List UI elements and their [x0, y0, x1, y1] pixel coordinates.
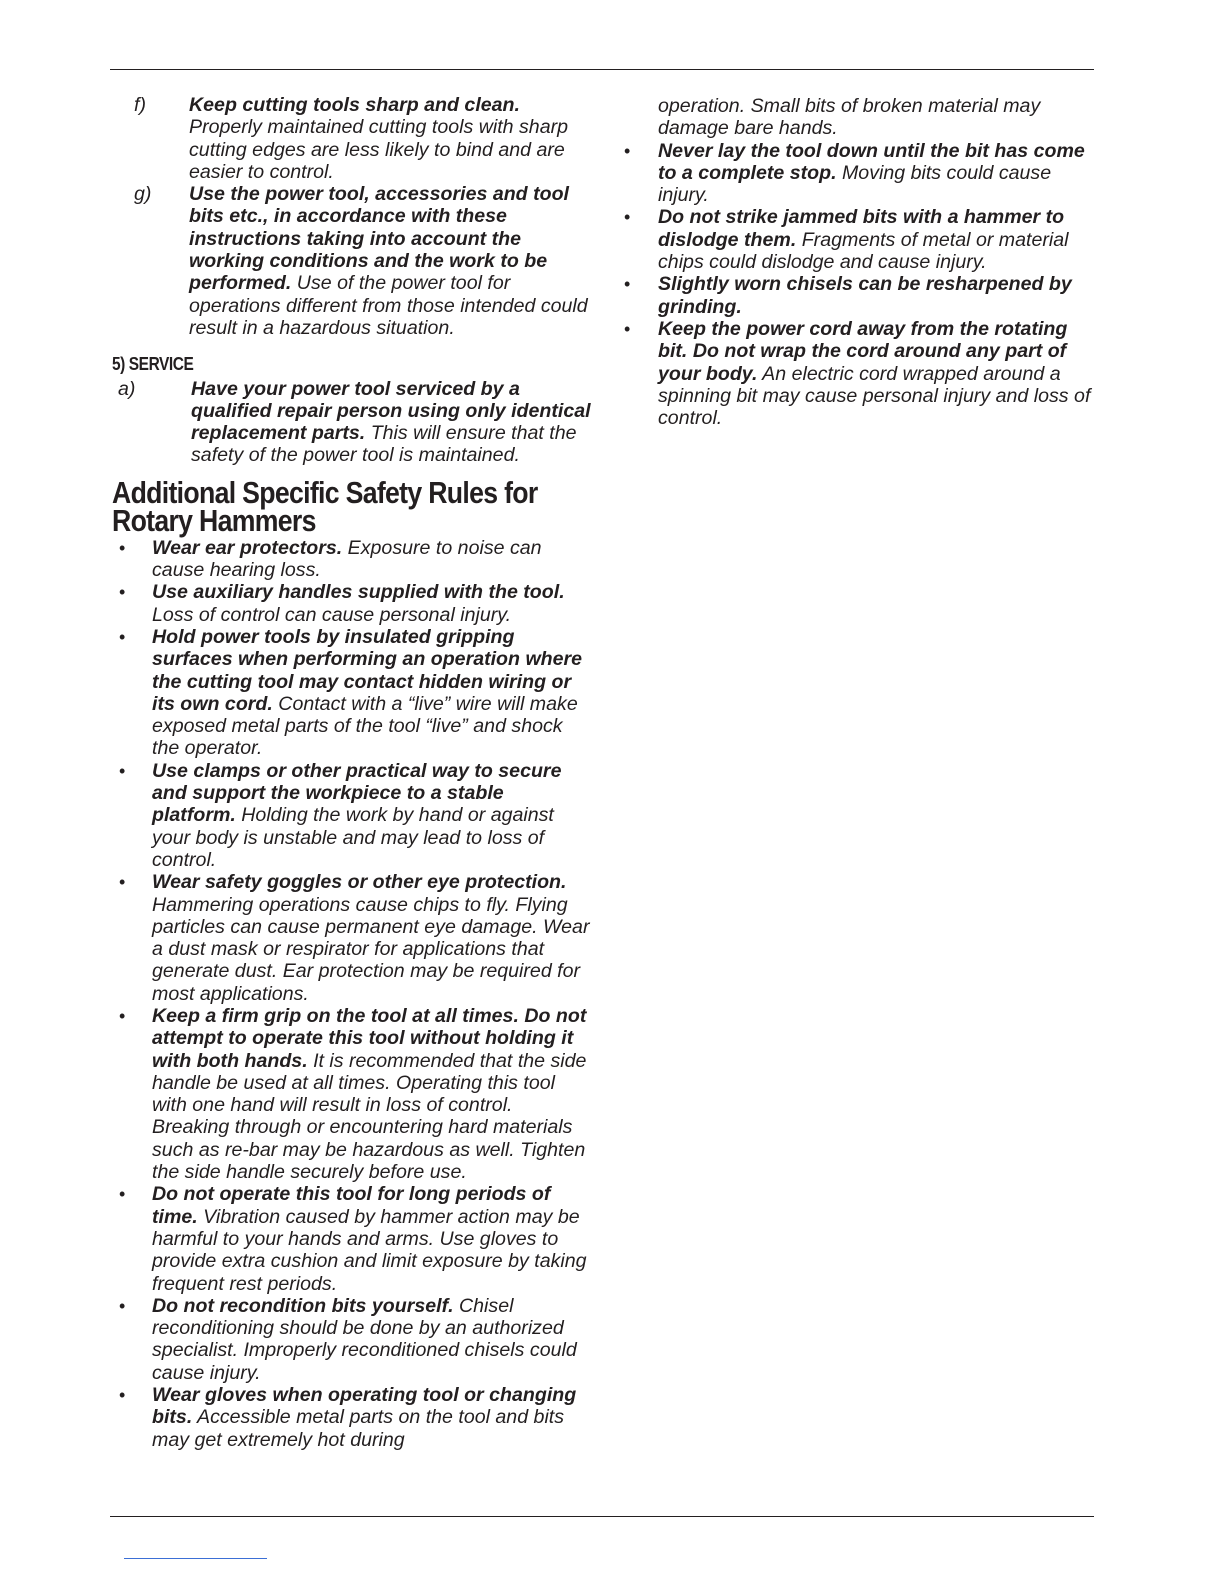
footer-link-underline: [124, 1558, 267, 1559]
bullet-clamps: [112, 760, 592, 871]
bullet-emphasis: Wear safety goggles or other eye protection.: [152, 871, 567, 894]
continuation-paragraph: [622, 95, 1092, 140]
bullet-power-cord: [622, 318, 1092, 429]
continuation-text: operation. Small bits of broken material may damage bare hands.: [658, 95, 1041, 140]
item-body: Properly maintained cutting tools with sharp cutting edges are less likely to bind and are easier to control.: [189, 116, 569, 183]
bullet-body: An electric cord wrapped around a spinning bit may cause personal injury and loss of control.: [658, 362, 1091, 430]
bullet-body: Moving bits could cause injury.: [658, 161, 1052, 207]
bullet-body: Hammering operations cause chips to fly. Flying particles can cause permanent eye damage. Wear a dust mask or respirator for applications that generate dust. Ear protection may be required for most applications.: [152, 893, 590, 1005]
bullet-long-periods: [112, 1183, 592, 1294]
bullet-body: Chisel reconditioning should be done by an authorized specialist. Improperly reconditioned chisels could cause injury.: [152, 1294, 577, 1384]
bullet-safety-goggles: [112, 871, 592, 1005]
bullet-glyph: •: [119, 760, 126, 781]
bullet-glyph: •: [624, 140, 631, 161]
bullet-glyph: •: [119, 537, 126, 558]
bullet-glyph: •: [119, 1295, 126, 1316]
bullet-glyph: •: [624, 274, 631, 295]
maintenance-item-g: [112, 183, 592, 339]
item-marker: a): [118, 377, 136, 400]
bullet-body: It is recommended that the side handle be used at all times. Operating this tool with one hand will result in loss of control. Breaking through or encountering hard materials such as re-bar may be hazardous as well. Tighten the side handle securely before use.: [152, 1049, 587, 1184]
bullet-glyph: •: [119, 1005, 126, 1026]
bullet-ear-protectors: [112, 537, 592, 582]
item-emphasis: Use the power tool, accessories and tool bits etc., in accordance with these instructions taking into account the working conditions and the work to be performed.: [189, 183, 570, 295]
bullet-body: Contact with a “live” wire will make exposed metal parts of the tool “live” and shock the operator.: [152, 692, 578, 760]
bullet-emphasis: Wear ear protectors.: [152, 536, 343, 559]
bullet-glyph: •: [119, 1385, 126, 1406]
bullet-firm-grip: [112, 1005, 592, 1183]
bullet-auxiliary-handles: [112, 581, 592, 626]
bullet-body: Holding the work by hand or against your body is unstable and may lead to loss of control.: [152, 804, 554, 871]
bullet-glyph: •: [119, 582, 126, 603]
bullet-body: Vibration caused by hammer action may be harmful to your hands and arms. Use gloves to provide extra cushion and limit exposure by taking frequent rest periods.: [152, 1205, 587, 1295]
bullet-emphasis: Keep the power cord away from the rotating bit. Do not wrap the cord around any part of your body.: [658, 317, 1068, 385]
item-body: Use of the power tool for operations different from those intended could result in a hazardous situation.: [189, 272, 588, 339]
bullet-glyph: •: [624, 318, 631, 339]
item-body: This will ensure that the safety of the power tool is maintained.: [191, 422, 577, 467]
top-rule: [110, 69, 1094, 70]
bullet-emphasis: Hold power tools by insulated gripping surfaces when performing an operation where the cutting tool may contact hidden wiring or its own cord.: [152, 625, 583, 715]
bullet-emphasis: Never lay the tool down until the bit has come to a complete stop.: [658, 139, 1085, 184]
section-title: Additional Specific Safety Rules for Rotary Hammers: [112, 474, 538, 538]
bullet-body: Accessible metal parts on the tool and bits may get extremely hot during: [152, 1406, 565, 1451]
bullet-emphasis: Use clamps or other practical way to secure and support the workpiece to a stable platform.: [152, 759, 562, 827]
bullet-glyph: •: [119, 626, 126, 647]
bullet-glyph: •: [119, 1184, 126, 1205]
item-emphasis: Keep cutting tools sharp and clean.: [189, 94, 520, 116]
bullet-worn-chisels: [622, 273, 1092, 318]
bullet-body: Loss of control can cause personal injury.: [152, 603, 512, 626]
right-column: [622, 95, 1092, 429]
bullet-jammed-bits: [622, 206, 1092, 273]
bullet-emphasis: Use auxiliary handles supplied with the tool.: [152, 581, 565, 604]
bottom-rule: [110, 1516, 1094, 1517]
bullet-never-lay-down: [622, 140, 1092, 207]
bullet-glyph: •: [624, 207, 631, 228]
bullet-emphasis: Do not operate this tool for long periods of time.: [152, 1183, 551, 1228]
maintenance-item-f: [112, 94, 592, 183]
bullet-emphasis: Do not strike jammed bits with a hammer to dislodge them.: [658, 206, 1065, 251]
left-column: [112, 94, 592, 1451]
item-marker: f): [134, 94, 146, 116]
bullet-recondition-bits: [112, 1295, 592, 1384]
bullet-emphasis: Keep a firm grip on the tool at all times. Do not attempt to operate this tool without holding it with both hands.: [152, 1004, 587, 1072]
item-emphasis: Have your power tool serviced by a qualified repair person using only identical replacement parts.: [191, 377, 591, 445]
service-heading: 5) SERVICE: [112, 354, 194, 375]
bullet-glyph: •: [119, 872, 126, 893]
item-marker: g): [134, 183, 152, 206]
bullet-emphasis: Do not recondition bits yourself.: [152, 1294, 454, 1317]
bullet-wear-gloves: [112, 1384, 592, 1451]
service-item-a: [112, 378, 592, 467]
bullet-emphasis: Slightly worn chisels can be resharpened by grinding.: [658, 273, 1072, 318]
bullet-body: Exposure to noise can cause hearing loss.: [152, 536, 542, 582]
bullet-insulated-gripping: [112, 626, 592, 760]
bullet-body: Fragments of metal or material chips could dislodge and cause injury.: [658, 228, 1069, 274]
bullet-emphasis: Wear gloves when operating tool or changing bits.: [152, 1384, 577, 1429]
